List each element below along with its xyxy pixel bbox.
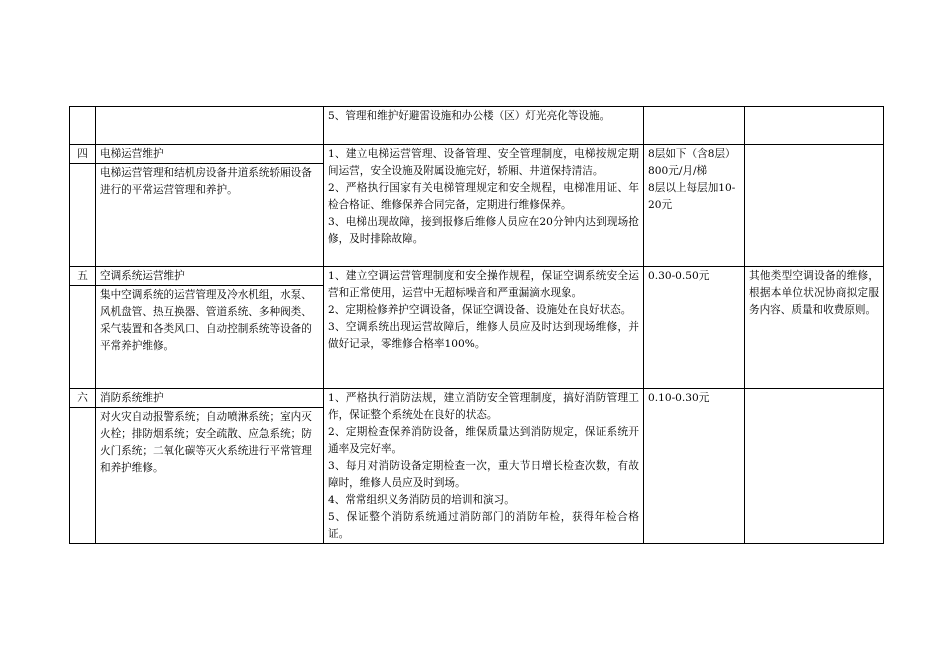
- scope-cell: 对火灾自动报警系统；自动喷淋系统；室内灭火栓；排防烟系统；安全疏散、应急系统；防火门系统；二氧化碳等灭火系统进行平常管理和养护维修。: [96, 408, 324, 544]
- price-item: 800元/月/梯: [648, 165, 708, 177]
- requirements-cell: [324, 267, 644, 389]
- requirement-item: 3、空调系统出现运营故障后，维修人员应及时达到现场维修，并做好记录，零维修合格率100%。: [328, 321, 639, 350]
- requirement-item: 5、保证整个消防系统通过消防部门的消防年检，获得年检合格证。: [328, 511, 639, 540]
- row-number-cell: 五: [70, 267, 96, 286]
- table-row: [70, 267, 884, 286]
- requirement-item: 4、常常组织义务消防员的培训和演习。: [328, 494, 515, 506]
- remark-cell: 其他类型空调设备的维修，根据本单位状况协商拟定服务内容、质量和收费原则。: [745, 267, 884, 389]
- section-title-cell: 电梯运营维护: [96, 145, 324, 164]
- requirement-item: 5、管理和维护好避雷设施和办公楼（区）灯光亮化等设施。: [328, 110, 611, 122]
- requirement-item: 3、每月对消防设备定期检查一次，重大节日增长检查次数，有故障时，维修人员应及时到场。: [328, 460, 639, 489]
- requirements-cell: [324, 389, 644, 544]
- requirement-item: 1、建立空调运营管理制度和安全操作规程，保证空调系统安全运营和正常使用，运营中无超标噪音和严重漏滴水现象。: [328, 270, 639, 299]
- table-row: [70, 145, 884, 164]
- section-title-cell: 消防系统维护: [96, 389, 324, 408]
- row-number-cell: 六: [70, 389, 96, 408]
- requirements-cell: [324, 107, 644, 145]
- table-row: [70, 107, 884, 145]
- row-number-cell: [70, 286, 96, 389]
- price-item: 0.30-0.50元: [648, 270, 710, 282]
- requirement-item: 3、电梯出现故障，接到报修后维修人员应在20分钟内达到现场抢修，及时排除故障。: [328, 216, 639, 245]
- service-table: [69, 106, 884, 544]
- row-number-cell: [70, 164, 96, 267]
- scope-cell: [96, 107, 324, 145]
- price-cell: [644, 389, 745, 544]
- requirement-item: 1、严格执行消防法规，建立消防安全管理制度，搞好消防管理工作，保证整个系统处在良好的状态。: [328, 392, 639, 421]
- row-number-cell: [70, 107, 96, 145]
- scope-cell: 集中空调系统的运营管理及冷水机组，水泵、风机盘管、热互换器、管道系统、多种阀类、采气装置和各类风口、自动控制系统等设备的平常养护维修。: [96, 286, 324, 389]
- remark-cell: [745, 389, 884, 544]
- row-number-cell: 四: [70, 145, 96, 164]
- table-row: [70, 389, 884, 408]
- section-title-cell: 空调系统运营维护: [96, 267, 324, 286]
- price-item: 8层如下（含8层）: [648, 148, 736, 160]
- price-item: 8层以上每层加10-20元: [648, 182, 736, 211]
- requirements-cell: [324, 145, 644, 267]
- remark-cell: [745, 145, 884, 267]
- requirement-item: 2、定期检查保养消防设备，维保质量达到消防规定，保证系统开通率及完好率。: [328, 426, 639, 455]
- price-item: 0.10-0.30元: [648, 392, 710, 404]
- requirement-item: 2、严格执行国家有关电梯管理规定和安全规程，电梯准用证、年检合格证、维修保养合同完备，定期进行维修保养。: [328, 182, 639, 211]
- price-cell: [644, 107, 745, 145]
- price-cell: [644, 267, 745, 389]
- requirement-item: 1、建立电梯运营管理、设备管理、安全管理制度，电梯按规定期间运营，安全设施及附属设施完好，轿厢、井道保持清洁。: [328, 148, 639, 177]
- scope-cell: 电梯运营管理和结机房设备井道系统轿厢设备进行的平常运营管理和养护。: [96, 164, 324, 267]
- requirement-item: 2、定期检修养护空调设备，保证空调设备、设施处在良好状态。: [328, 304, 632, 316]
- price-cell: [644, 145, 745, 267]
- row-number-cell: [70, 408, 96, 544]
- remark-cell: [745, 107, 884, 145]
